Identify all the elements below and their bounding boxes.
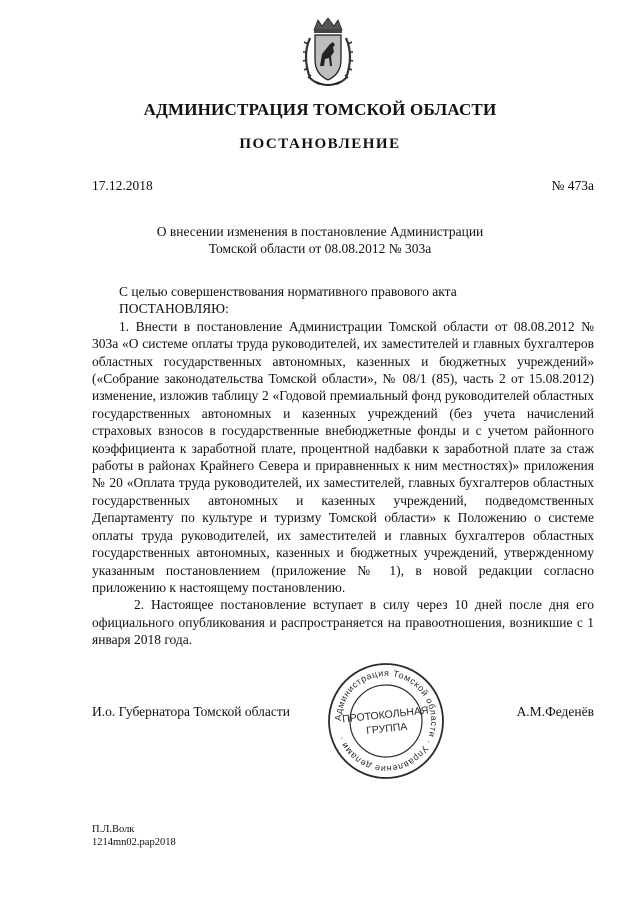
document-subject <box>120 223 520 257</box>
document-type-heading: ПОСТАНОВЛЕНИЕ <box>239 136 401 152</box>
document-date: 17.12.2018 <box>92 178 153 193</box>
author-initials: П.Л.Волк <box>92 824 135 835</box>
subject-line: Томской области от 08.08.2012 № 303а <box>208 241 432 256</box>
stamp-center-line1: ПРОТОКОЛЬНАЯ <box>341 704 430 726</box>
official-stamp <box>325 660 447 782</box>
document-footer <box>92 823 176 849</box>
stamp-ring-text: Администрация Томской области · Управление делами · <box>332 667 440 775</box>
organization-title: АДМИНИСТРАЦИЯ ТОМСКОЙ ОБЛАСТИ <box>143 100 497 119</box>
document-number: № 473а <box>551 178 594 193</box>
signer-position: И.о. Губернатора Томской области <box>92 704 290 719</box>
signer-name: А.М.Феденёв <box>516 704 594 719</box>
document-body <box>92 283 594 649</box>
preamble-text: С целью совершенствования нормативного правового акта <box>119 284 457 299</box>
coat-of-arms-icon <box>300 16 356 90</box>
file-reference: 1214mn02.pap2018 <box>92 837 176 848</box>
resolution-item-2: 2. Настоящее постановление вступает в силу через 10 дней после дня его официального опубликования и распространяется на правоотношения, возникшие с 1 января 2018 года. <box>92 597 594 648</box>
resolution-item-1: 1. Внести в постановление Администрации Томской области от 08.08.2012 № 303а «О системе оплаты труда руководителей, их заместителей и главных бухгалтеров областных государственных автономных, казенных и бюджетных учреждений» («Собрание законодательства Томской области», № 08/1 (85), часть 2 от 15.08.2012) изменение, изложив таблицу 2 «Годовой премиальный фонд руководителей областных государственных автономных и казенных учреждений (без учета начислений страховых взносов в государственные внебюджетные фонды и с учетом районного коэффициента к заработной плате, процентной надбавки к заработной плате за стаж работы в районах Крайнего Севера и приравненных к ним местностях)» приложения № 20 «Оплата труда руководителей, их заместителей, главных бухгалтеров областных государственных автономных и казенных учреждений, подведомственных Департаменту по культуре и туризму Томской области» к Положению о системе оплаты труда руководителей, их заместителей и главных бухгалтеров областных государственных автономных, казенных и бюджетных учреждений, утвержденному указанным постановлением (приложение № 1), в новой редакции согласно приложению к настоящему постановлению. <box>92 318 594 595</box>
resolution-keyword: ПОСТАНОВЛЯЮ: <box>119 301 229 317</box>
subject-line: О внесении изменения в постановление Администрации <box>156 224 484 239</box>
stamp-center-line2: ГРУППА <box>365 720 408 738</box>
